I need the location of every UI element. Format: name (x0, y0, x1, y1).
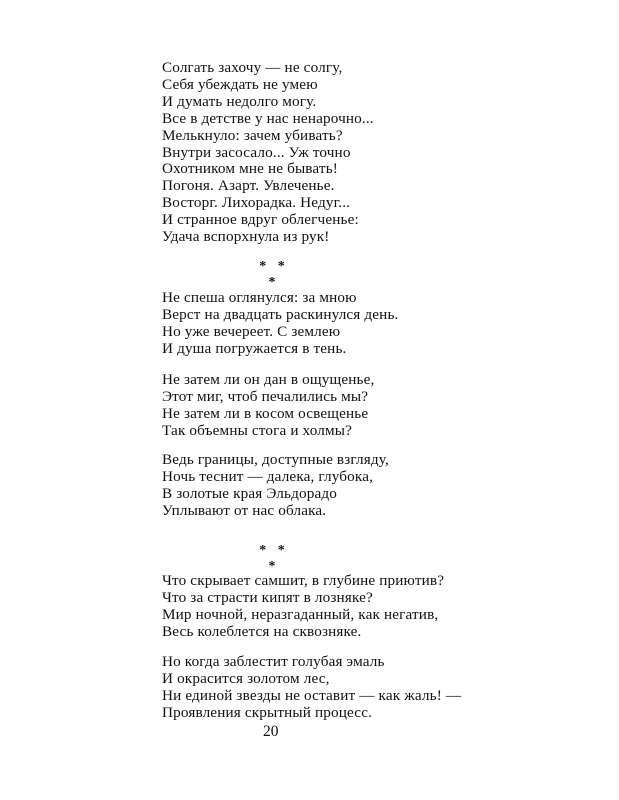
poem-line: Ни единой звезды не оставит — как жаль! — (162, 686, 462, 704)
poem-line: Так объемны стога и холмы? (162, 421, 352, 439)
poem-line: Что за страсти кипят в лозняке? (162, 588, 373, 606)
poem-line: И думать недолго могу. (162, 92, 317, 110)
section-separator: * * * (259, 259, 289, 290)
poem-1 (162, 60, 374, 246)
poem-line: Погоня. Азарт. Увлеченье. (162, 177, 335, 195)
poem-line: Солгать захочу — не солгу, (162, 59, 343, 76)
poem-line: Проявления скрытный процесс. (162, 703, 373, 721)
poem-line: Но уже вечереет. С землею (162, 322, 341, 340)
poem-line: Уплывают от нас облака. (162, 501, 327, 519)
poem-line: Удача вспорхнула из рук! (162, 228, 330, 246)
poem-line: Что скрывает самшит, в глубине приютив? (162, 572, 445, 589)
section-separator: * * * (259, 543, 289, 574)
poem-2-stanza-3 (162, 452, 389, 520)
poem-line: Не затем ли он дан в ощущенье, (162, 371, 375, 388)
poem-line: Весь колеблется на сквозняке. (162, 622, 362, 640)
page-number: 20 (263, 723, 279, 740)
poem-line: Восторг. Лихорадка. Недуг... (162, 194, 351, 212)
poem-3-stanza-1 (162, 573, 444, 641)
poem-line: Мир ночной, неразгаданный, как негатив, (162, 605, 439, 623)
poem-line: Ведь границы, доступные взгляду, (162, 451, 389, 468)
poem-line: И странное вдруг облегченье: (162, 211, 359, 229)
poem-line: И душа погружается в тень. (162, 339, 347, 357)
poem-line: В золотые края Эльдорадо (162, 484, 337, 502)
poem-line: И окрасится золотом лес, (162, 669, 330, 687)
poem-line: Охотником мне не бывать! (162, 160, 338, 178)
poem-line: Но когда заблестит голубая эмаль (162, 653, 385, 670)
poem-line: Верст на двадцать раскинулся день. (162, 305, 399, 323)
poem-line: Ночь теснит — далека, глубока, (162, 467, 374, 485)
poem-3-stanza-2 (162, 654, 461, 722)
poem-2-stanza-1 (162, 290, 398, 358)
poem-line: Этот миг, чтоб печалились мы? (162, 387, 369, 405)
poem-line: Внутри засосало... Уж точно (162, 143, 351, 161)
poem-2-stanza-2 (162, 372, 374, 440)
poem-line: Все в детстве у нас ненарочно... (162, 109, 374, 127)
poem-line: Не спеша оглянулся: за мною (162, 289, 357, 306)
poem-line: Не затем ли в косом освещенье (162, 404, 369, 422)
poem-line: Мелькнуло: зачем убивать? (162, 126, 343, 144)
poem-line: Себя убеждать не умею (162, 75, 318, 93)
